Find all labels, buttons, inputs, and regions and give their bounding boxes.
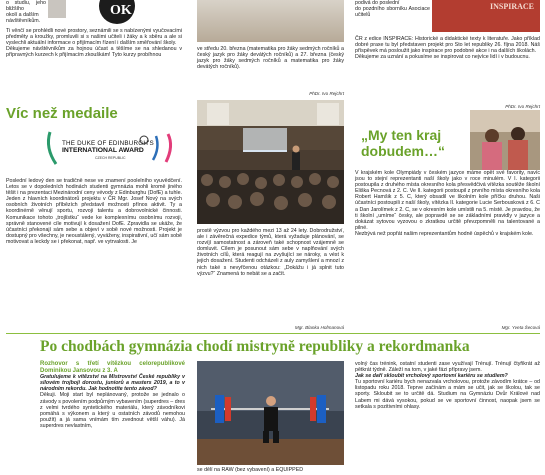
section-divider bbox=[6, 333, 540, 334]
students-photo bbox=[470, 110, 540, 170]
paragraph: ČR z edice INSPIRACE: Historické a didaktické texty k literatuře. Jako příklad dobré praxe tu byl představen projekt pro Sto let republiky 26. října 2018. Náš příspěvek má posloužit jako inspirace pro podobné akce i na dalších školách. bbox=[355, 36, 540, 55]
col2-body bbox=[197, 228, 344, 277]
text-line: okolí a dalším bbox=[6, 12, 39, 19]
paragraph: ve středu 20. března (matematika pro žáky sedmých ročníků a český jazyk pro žáky devátých ročníků) a 27. března (český jazyk pro žáky sedmých ročníků a matematika pro žáky devátých ročníků). bbox=[197, 46, 344, 71]
interview-question: Jak se daří skloubit vrcholový sportovní kariéru se studiem? bbox=[355, 373, 508, 380]
award-line3: CZECH REPUBLIC bbox=[95, 156, 126, 160]
col3-body bbox=[355, 170, 540, 237]
paragraph: V krajském kole Olympiády v českém jazyce máme opět své favority, navíc jsou to stejní reprezentanti naší školy jako v roce minulém. V I. kategorii postoupila z druhého místa okresního kola přesvědčivá vítězka soutěže školní Eliška Pecnová z 2. C. Ve II. kategorii postoupil z prvního místa okresního kola Robert Hamšik z 5. C, který obsadil ve školním kole příčku druhou. Naši účastníci postoupili z naší školy, vítězka II. kategorie Lucie Serbousková z 6. C a Dan Jarolímek z 2. C, se v okresním kole umístili na 5. místě. Je pravdou, že ti školní „umíme“ česky, ale popravdě se se základními pravidly v jazyce a dokázat sytovou vyzovou o zkratkou určitě převzpomněli na talentované a pilné. bbox=[355, 170, 540, 231]
text-line: do pozdního sborníku Asociace učitelů bbox=[355, 6, 430, 19]
paragraph: Tu sportovní kariéru bych nenazvala vrcholovou, protože závodím krátce – od listopadu roku 2018. Teprve začínám a mám se učit, jak se školou, tak se sporty. Skloubit se to určitě dá. Studium na Gymnáziu Dvůr Králové nad Labem mi dává vysokou, pokud se ve sportovní činnost, naopak jsem se setkala s pozitivními ohlasy. bbox=[355, 379, 540, 410]
award-line1: THE DUKE OF EDINBURGH'S bbox=[62, 140, 154, 147]
col3-top-body bbox=[355, 36, 540, 60]
col3-top-text bbox=[355, 0, 430, 18]
col1-top-body bbox=[6, 28, 182, 58]
paragraph: Poslední ledový den se tradičně nese ve znamení poolelního vyuvědčení. Letos se v dopoledních hodinách studenti gymnázia mohli kromě jiného těšit i na prezentaci Mezinárodní ceny vévody z Edinburghu (DofE) a tuhle. Jeden z hlavních koordinátorů projektu v ČR Mgr. Josef Nový na svých osobních životních příbězích představil možnosti přínos aktivit. Ty a koordinérně věnují sportu, rozvoji talentu a dobrovolnické činnosti. Komunikace tohoto „trojlístku“ vede ke komplexnímu osobnímu rozvoji, správně stanovené cíle motivují k dosažení DofE. Zpravidla se ukáže, že účastníci překonají sám sebe a objeví v sobě nové možnosti. Projekt je dostupný pro všechny, je neoustálený, vyváženy, inspirativní, učí sám sobě motivovat a leckdy se i překonat, např. ve vytrvalosti. Je bbox=[6, 178, 182, 245]
col1-top-text bbox=[6, 0, 46, 24]
award-line2: INTERNATIONAL AWARD bbox=[62, 147, 144, 154]
col2-top-text bbox=[197, 46, 344, 70]
byline-1: PhDr. Ivo Rejchrt bbox=[309, 91, 344, 96]
byline-4: Mgr. Yveta Šecová bbox=[501, 325, 540, 330]
interview-column bbox=[40, 361, 185, 429]
section-heading-quote: „My ten kraj dobudem…“ bbox=[361, 127, 445, 159]
section-heading-medal: Víc než medaile bbox=[6, 105, 118, 122]
paragraph: Ti věnčí se prohlédli nové prostory, seznámili se s nabízenými vyučovacími předměty a kroužky, promluvili si s našimi učiteli i žáky a k sběru a ale si vyslechli aktuální informace o přijímacím řízení i dalším směřování školy. bbox=[6, 28, 182, 47]
main-heading: Po chodbách gymnázia chodí mistryně republiky a rekordmanka bbox=[40, 338, 470, 355]
interview-answer: Děkuji. Moji start byl neplánovaný, protože se jednalo o závody s povolením podpůrným vybavením (superdres – dres z velmi tvrdého syntetického materiálu, který závodníkovi pomáhá s výkonem a který u ostatních závodů nemohou použít) a já sama vnímám tím zvednout větší váhu). Já superdres nevlastním, bbox=[40, 392, 185, 429]
text-line: návštěvníkům. bbox=[6, 18, 41, 25]
paragraph: Děkujeme návštěvníkům za hojnou účast a těšíme se na shledanou v přípravných kurzech k přijímacím zkouškám! Tyto kurzy probíhnou bbox=[6, 46, 182, 59]
top-photo-fragment bbox=[48, 0, 66, 18]
byline-3: PhDr. Ivo Rejchrt bbox=[505, 104, 540, 109]
text-line: podivá do poslední bbox=[355, 0, 400, 6]
paragraph: Děkujeme za uznání a pokusíme se inspirovat co nejvíce lidí i v budoucnu. bbox=[355, 54, 530, 61]
text-line: o studiu, jeho bližšího bbox=[6, 0, 46, 13]
award-logo bbox=[40, 128, 180, 170]
interview-column-2 bbox=[355, 361, 540, 410]
svg-text:OK: OK bbox=[110, 3, 132, 18]
top-middle-photo bbox=[197, 0, 344, 42]
powerlifting-photo bbox=[197, 361, 344, 465]
logo-ok bbox=[90, 0, 145, 24]
byline-2: Mgr. Blanka Hofmanová bbox=[294, 325, 344, 330]
paragraph: volný čas trénink, ostatní studenti zase využívají Trénují. Trénují čtyřikrát až pětkrát týdně. Záleží na tom, v jaké fázi přípravy jsem. bbox=[355, 361, 540, 374]
col1-body bbox=[6, 178, 182, 245]
paragraph: prostě výzvou pro každého mezi 13 až 24 lety. Dobrodružství, ale i závěrečná expedice týmů, která vyžaduje plánování, se rozvíjí samostatnost a zároveň také schopnost vzájemně se domluvit. Cílem je posunout sám sebe v naplňování svých životních cílů, která reagují na zvyšující se nároky, a vést k jejich dosažení. Studenti odcházeli z auly zamyšlení a mnozí z nich také s nevyřčenou otázkou: „Dokážu i já splnit tuto výzvu?“ Znamená to nebát se a začít. bbox=[197, 228, 344, 277]
book-cover: INSPIRACE bbox=[432, 0, 540, 32]
interview-question: Gratulujeme k vítězství na Mistrovství České republiky v silovém trojboji dorostu, juniorů a masters 2019, a to v národním rekordu. Jak hodnotíte tento závod? bbox=[40, 374, 185, 393]
lecture-photo bbox=[197, 100, 344, 224]
paragraph: Nezbývá než popřát našim reprezentantům hodně úspěchů v krajském kole. bbox=[355, 230, 534, 237]
interview-subheading: Rozhovor s třetí vítězkou celorepublikové Dominikou Jansovou z 3. A bbox=[40, 361, 185, 374]
photo-caption: se dělí na RAW (bez vybavení) a EQUIPPED bbox=[197, 467, 304, 473]
